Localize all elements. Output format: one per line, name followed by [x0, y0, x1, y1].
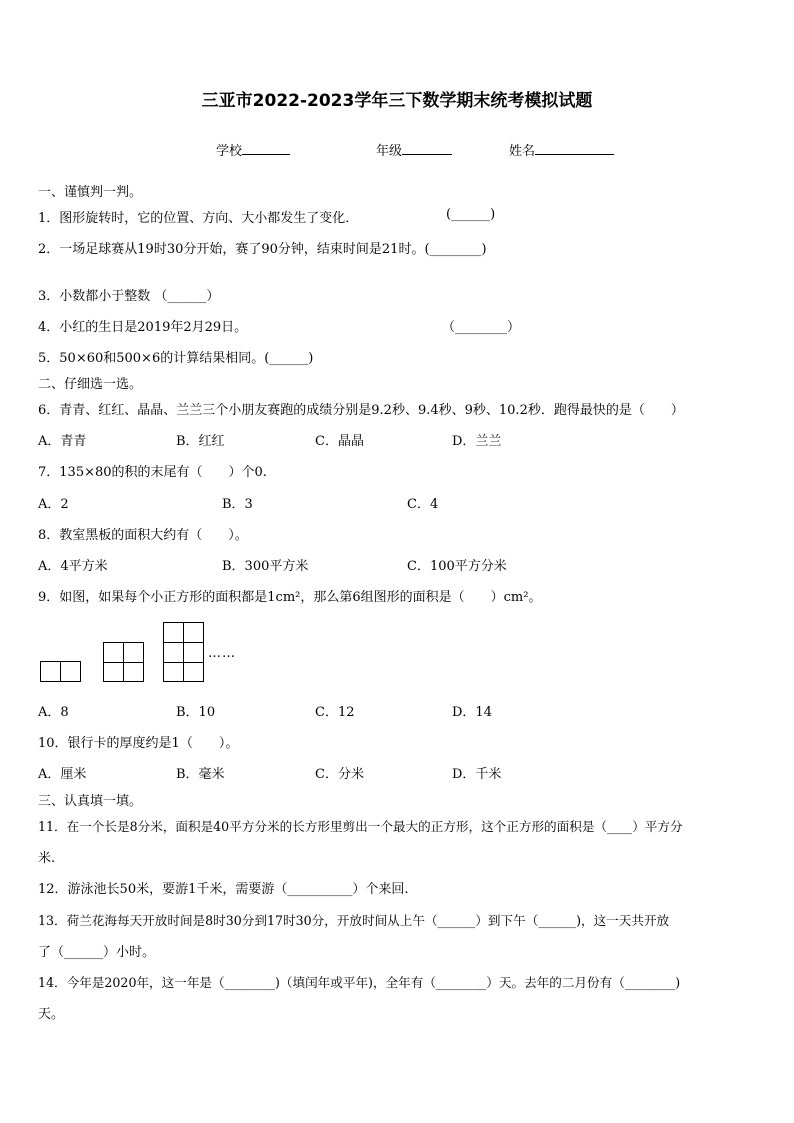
question-4-blank[interactable]: （________）	[442, 320, 521, 335]
question-12: 12．游泳池长50米，要游1千米，需要游（__________）个来回.	[38, 882, 409, 897]
grid-square	[183, 662, 204, 682]
grid-square	[123, 642, 144, 663]
question-10-option-c[interactable]: C．分米	[315, 767, 364, 782]
question-11: 11．在一个长是8分米，面积是40平方分米的长方形里剪出一个最大的正方形，这个正方形的面积是（____）平方分	[38, 819, 683, 834]
question-14: 14．今年是2020年，这一年是（________)（填闰年或平年)，全年有（________）天。去年的二月份有（________)	[38, 975, 681, 990]
question-1: 1．图形旋转时，它的位置、方向、大小都发生了变化．	[38, 211, 359, 226]
question-2: 2．一场足球赛从19时30分开始，赛了90分钟，结束时间是21时。(________)	[38, 242, 487, 257]
name-blank[interactable]	[535, 143, 614, 155]
question-14-cont: 天。	[38, 1007, 65, 1022]
grade-label: 年级	[376, 144, 403, 159]
question-6-option-b[interactable]: B．红红	[176, 434, 225, 449]
figure-group-2	[103, 642, 144, 682]
name-field	[509, 140, 614, 159]
grade-field	[376, 140, 452, 159]
question-9-option-c[interactable]: C．12	[315, 705, 355, 720]
grid-square	[183, 642, 204, 663]
question-6: 6．青青、红红、晶晶、兰兰三个小朋友赛跑的成绩分别是9.2秒、9.4秒、9秒、10.2秒．跑得最快的是（ ）	[38, 403, 684, 418]
grid-square	[163, 642, 184, 663]
grid-square	[103, 642, 124, 663]
question-6-option-d[interactable]: D．兰兰	[452, 434, 502, 449]
question-7-option-a[interactable]: A．2	[38, 497, 69, 512]
question-10: 10．银行卡的厚度约是1（ ）。	[38, 736, 239, 751]
question-10-option-a[interactable]: A．厘米	[38, 767, 87, 782]
question-13-cont: 了（______）小时。	[38, 945, 156, 960]
question-6-option-a[interactable]: A．青青	[38, 434, 87, 449]
question-8-option-b[interactable]: B．300平方米	[222, 559, 309, 574]
question-13: 13．荷兰花海每天开放时间是8时30分到17时30分，开放时间从上午（______）到下午（______)，这一天共开放	[38, 913, 670, 928]
grid-square	[40, 661, 61, 682]
school-blank[interactable]	[242, 143, 290, 155]
grid-square	[163, 662, 184, 682]
grid-square	[103, 662, 124, 682]
question-1-blank[interactable]: (______)	[446, 207, 496, 222]
school-label: 学校	[216, 144, 243, 159]
question-9-option-b[interactable]: B．10	[176, 705, 216, 720]
question-7-option-c[interactable]: C．4	[407, 497, 439, 512]
grid-square	[163, 622, 184, 643]
question-10-option-d[interactable]: D．千米	[452, 767, 502, 782]
question-7-option-b[interactable]: B．3	[222, 497, 253, 512]
question-5: 5．50×60和500×6的计算结果相同。(______)	[38, 351, 314, 366]
grid-square	[123, 662, 144, 682]
question-10-option-b[interactable]: B．毫米	[176, 767, 225, 782]
grid-square	[183, 622, 204, 643]
question-6-option-c[interactable]: C．晶晶	[315, 434, 364, 449]
question-4: 4．小红的生日是2019年2月29日。	[38, 320, 248, 335]
figure-group-1	[40, 661, 81, 682]
question-9-option-a[interactable]: A．8	[38, 705, 69, 720]
section-2-heading: 二、仔细选一选。	[38, 377, 143, 392]
name-label: 姓名	[509, 144, 536, 159]
section-3-heading: 三、认真填一填。	[38, 794, 143, 809]
question-9-option-d[interactable]: D．14	[452, 705, 492, 720]
question-3: 3．小数都小于整数 （______）	[38, 289, 220, 304]
question-11-cont: 米.	[38, 851, 56, 866]
question-8-option-a[interactable]: A．4平方米	[38, 559, 108, 574]
school-field	[216, 140, 290, 159]
page-title: 三亚市2022-2023学年三下数学期末统考模拟试题	[201, 91, 593, 111]
figure-group-3	[163, 622, 204, 682]
question-8: 8．教室黑板的面积大约有（ ）。	[38, 528, 248, 543]
section-1-heading: 一、谨慎判一判。	[38, 185, 143, 200]
question-9: 9．如图，如果每个小正方形的面积都是1cm²，那么第6组图形的面积是（ ）cm²。	[38, 590, 542, 605]
question-8-option-c[interactable]: C．100平方分米	[407, 559, 507, 574]
question-7: 7．135×80的积的末尾有（ ）个0.	[38, 465, 267, 480]
ellipsis: ……	[208, 646, 236, 661]
grid-square	[60, 661, 81, 682]
grade-blank[interactable]	[402, 143, 452, 155]
